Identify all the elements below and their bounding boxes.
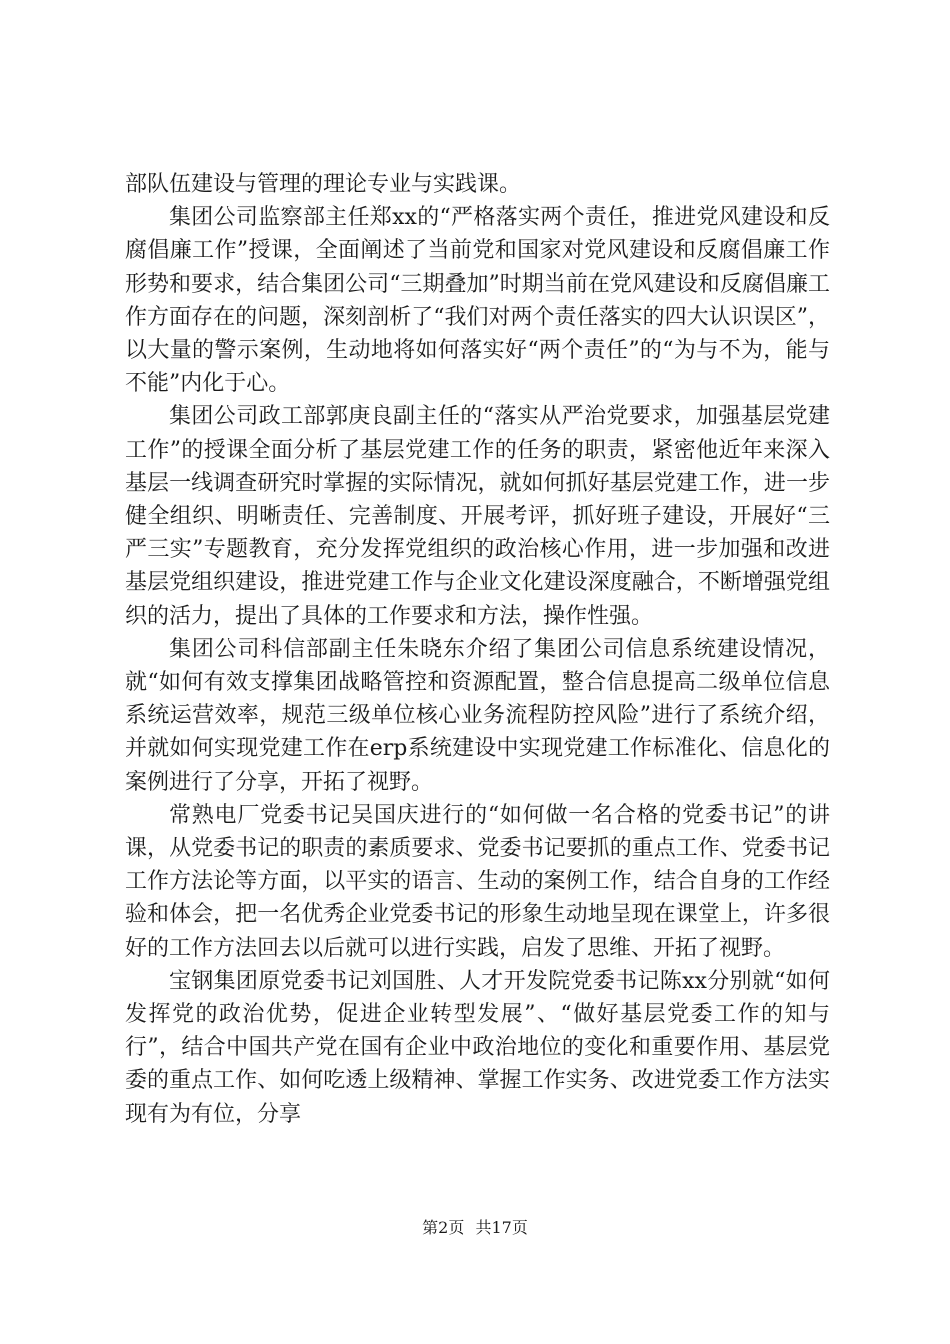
page-total: 共17页 <box>475 1218 528 1237</box>
document-body <box>125 168 830 1131</box>
paragraph-continued: 部队伍建设与管理的理论专业与实践课。 <box>125 172 522 197</box>
paragraph-it-dept: 集团公司科信部副主任朱晓东介绍了集团公司信息系统建设情况，就“如何有效支撑集团战略管控和资源配置，整合信息提高二级单位信息系统运营效率，规范三级单位核心业务流程防控风险”进行了系统介绍，并就如何实现党建工作在erp系统建设中实现党建工作标准化、信息化的案例进行了分享，开拓了视野。 <box>125 636 830 795</box>
paragraph-supervision-dept: 集团公司监察部主任郑xx的“严格落实两个责任，推进党风建设和反腐倡廉工作”授课，全面阐述了当前党和国家对党风建设和反腐倡廉工作形势和要求，结合集团公司“三期叠加”时期当前在党风建设和反腐倡廉工作方面存在的问题，深刻剖析了“我们对两个责任落实的四大认识误区”，以大量的警示案例，生动地将如何落实好“两个责任”的“为与不为，能与不能”内化于心。 <box>125 205 830 397</box>
page-number: 第2页 <box>422 1218 465 1237</box>
paragraph-political-dept: 集团公司政工部郭庚良副主任的“落实从严治党要求，加强基层党建工作”的授课全面分析了基层党建工作的任务的职责，紧密他近年来深入基层一线调查研究时掌握的实际情况，就如何抓好基层党建工作，进一步健全组织、明晰责任、完善制度、开展考评，抓好班子建设，开展好“三严三实”专题教育，充分发挥党组织的政治核心作用，进一步加强和改进基层党组织建设，推进党建工作与企业文化建设深度融合，不断增强党组织的活力，提出了具体的工作要求和方法，操作性强。 <box>125 404 830 629</box>
paragraph-changshu-plant: 常熟电厂党委书记吴国庆进行的“如何做一名合格的党委书记”的讲课，从党委书记的职责的素质要求、党委书记要抓的重点工作、党委书记工作方法论等方面，以平实的语言、生动的案例工作，结合自身的工作经验和体会，把一名优秀企业党委书记的形象生动地呈现在课堂上，许多很好的工作方法回去以后就可以进行实践，启发了思维、开拓了视野。 <box>125 802 830 961</box>
page-footer <box>0 1215 950 1238</box>
paragraph-baosteel: 宝钢集团原党委书记刘国胜、人才开发院党委书记陈xx分别就“如何发挥党的政治优势，促进企业转型发展”、“做好基层党委工作的知与行”，结合中国共产党在国有企业中政治地位的变化和重要作用、基层党委的重点工作、如何吃透上级精神、掌握工作实务、改进党委工作方法实现有为有位，分享 <box>125 968 830 1127</box>
